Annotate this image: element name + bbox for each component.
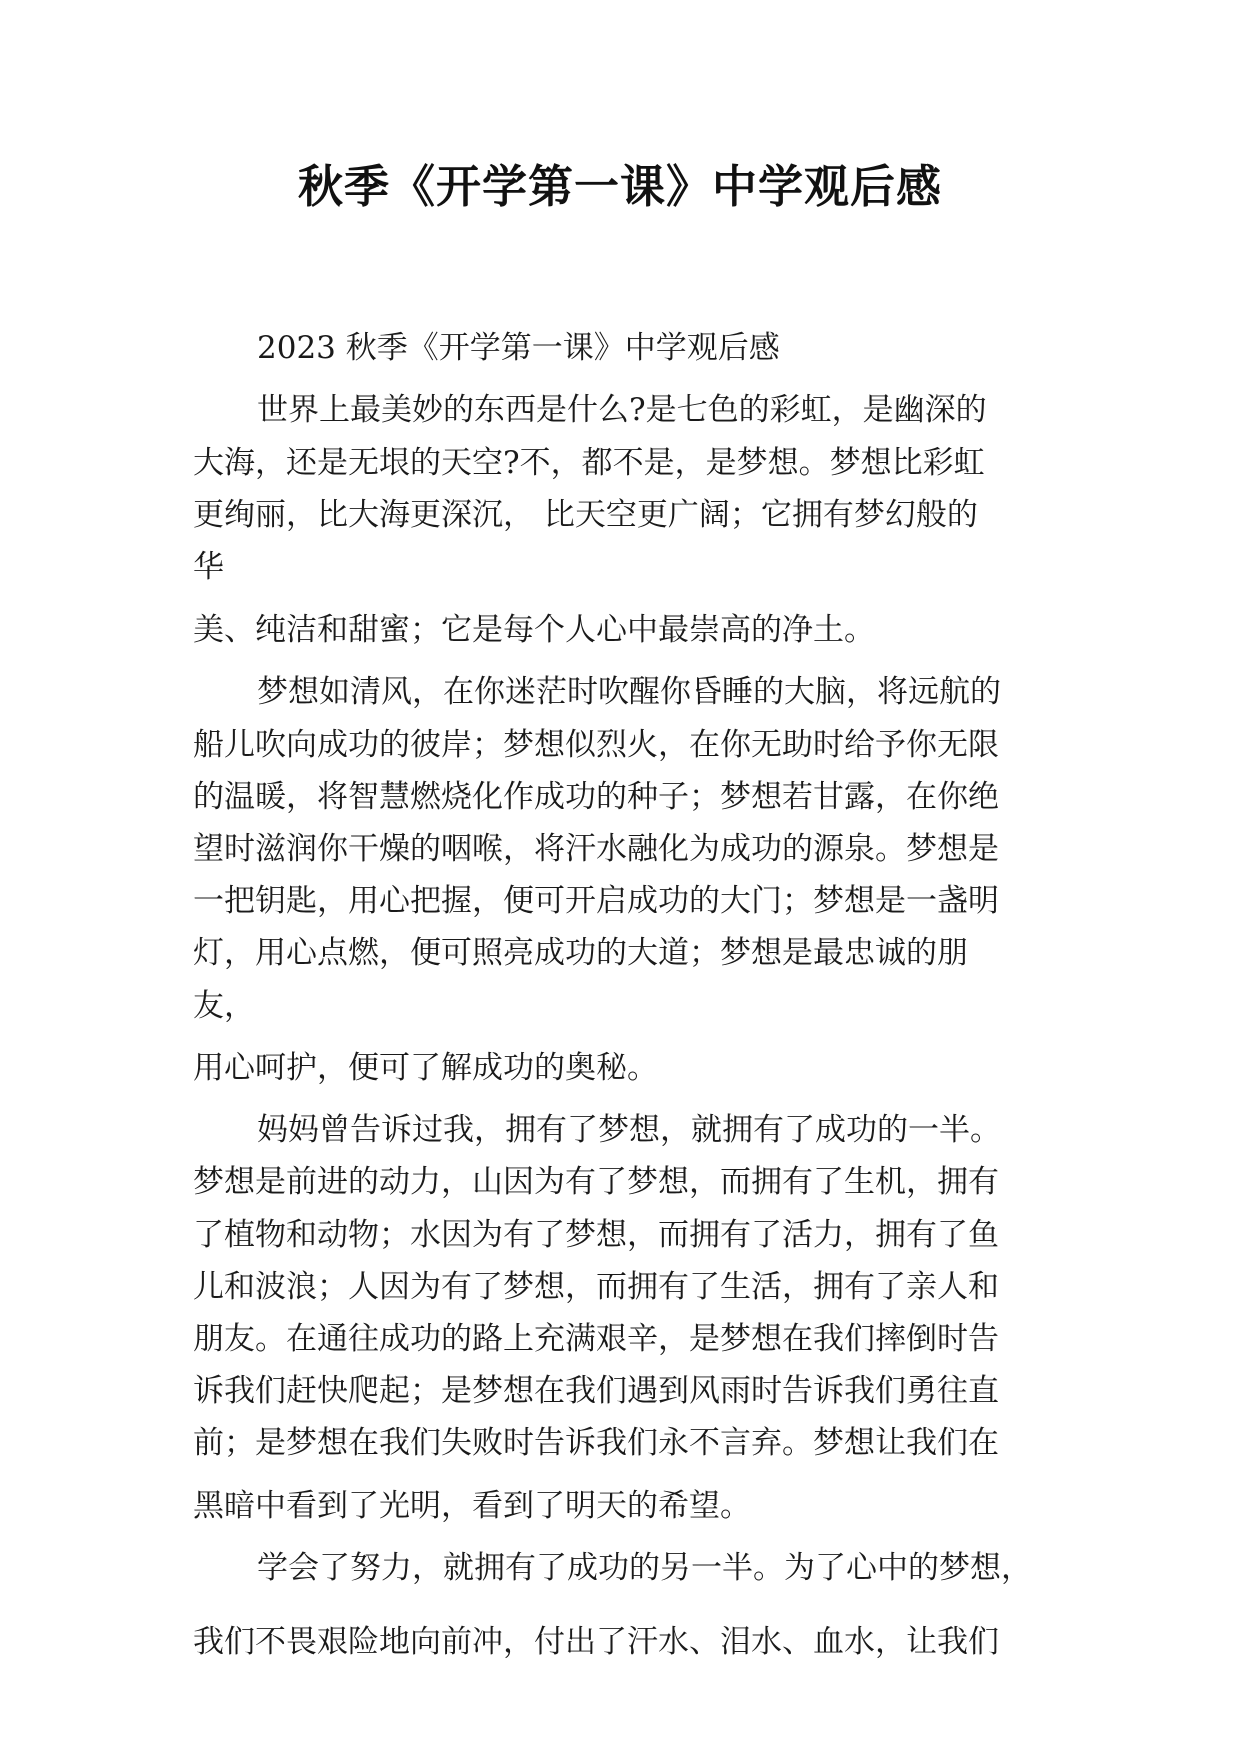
paragraph-line: 诉我们赶快爬起；是梦想在我们遇到风雨时告诉我们勇往直 bbox=[193, 1373, 999, 1409]
paragraph-line: 世界上最美妙的东西是什么?是七色的彩虹，是幽深的 bbox=[257, 392, 987, 428]
subtitle-line: 2023 秋季《开学第一课》中学观后感 bbox=[257, 330, 780, 366]
paragraph-line: 一把钥匙，用心把握，便可开启成功的大门；梦想是一盏明 bbox=[193, 883, 999, 919]
document-title: 秋季《开学第一课》中学观后感 bbox=[297, 160, 942, 213]
paragraph-line: 学会了努力，就拥有了成功的另一半。为了心中的梦想， bbox=[257, 1550, 1032, 1586]
paragraph-line: 船儿吹向成功的彼岸；梦想似烈火，在你无助时给予你无限 bbox=[193, 727, 999, 763]
paragraph-line: 更绚丽，比大海更深沉， 比天空更广阔；它拥有梦幻般的 bbox=[193, 497, 978, 533]
paragraph-line: 黑暗中看到了光明，看到了明天的希望。 bbox=[193, 1488, 751, 1524]
paragraph-line: 用心呵护，便可了解成功的奥秘。 bbox=[193, 1050, 658, 1086]
paragraph-line: 大海，还是无垠的天空?不，都不是，是梦想。梦想比彩虹 bbox=[193, 445, 985, 481]
paragraph-line: 我们不畏艰险地向前冲，付出了汗水、泪水、血水，让我们 bbox=[193, 1624, 999, 1660]
paragraph-line: 的温暖，将智慧燃烧化作成功的种子；梦想若甘露，在你绝 bbox=[193, 779, 999, 815]
paragraph-line: 美、纯洁和甜蜜；它是每个人心中最崇高的净土。 bbox=[193, 612, 875, 648]
paragraph-line: 望时滋润你干燥的咽喉，将汗水融化为成功的源泉。梦想是 bbox=[193, 831, 999, 867]
paragraph-line: 梦想是前进的动力，山因为有了梦想，而拥有了生机，拥有 bbox=[193, 1164, 999, 1200]
paragraph-line: 妈妈曾告诉过我，拥有了梦想，就拥有了成功的一半。 bbox=[257, 1112, 1001, 1148]
paragraph-line: 了植物和动物；水因为有了梦想，而拥有了活力，拥有了鱼 bbox=[193, 1217, 999, 1253]
paragraph-line: 前；是梦想在我们失败时告诉我们永不言弃。梦想让我们在 bbox=[193, 1425, 999, 1461]
paragraph-line: 朋友。在通往成功的路上充满艰辛，是梦想在我们摔倒时告 bbox=[193, 1321, 999, 1357]
paragraph-line: 华 bbox=[193, 549, 224, 585]
paragraph-line: 灯，用心点燃，便可照亮成功的大道；梦想是最忠诚的朋 bbox=[193, 935, 968, 971]
paragraph-line: 友， bbox=[193, 988, 255, 1024]
paragraph-line: 梦想如清风，在你迷茫时吹醒你昏睡的大脑，将远航的 bbox=[257, 674, 1001, 710]
paragraph-line: 儿和波浪；人因为有了梦想，而拥有了生活，拥有了亲人和 bbox=[193, 1269, 999, 1305]
